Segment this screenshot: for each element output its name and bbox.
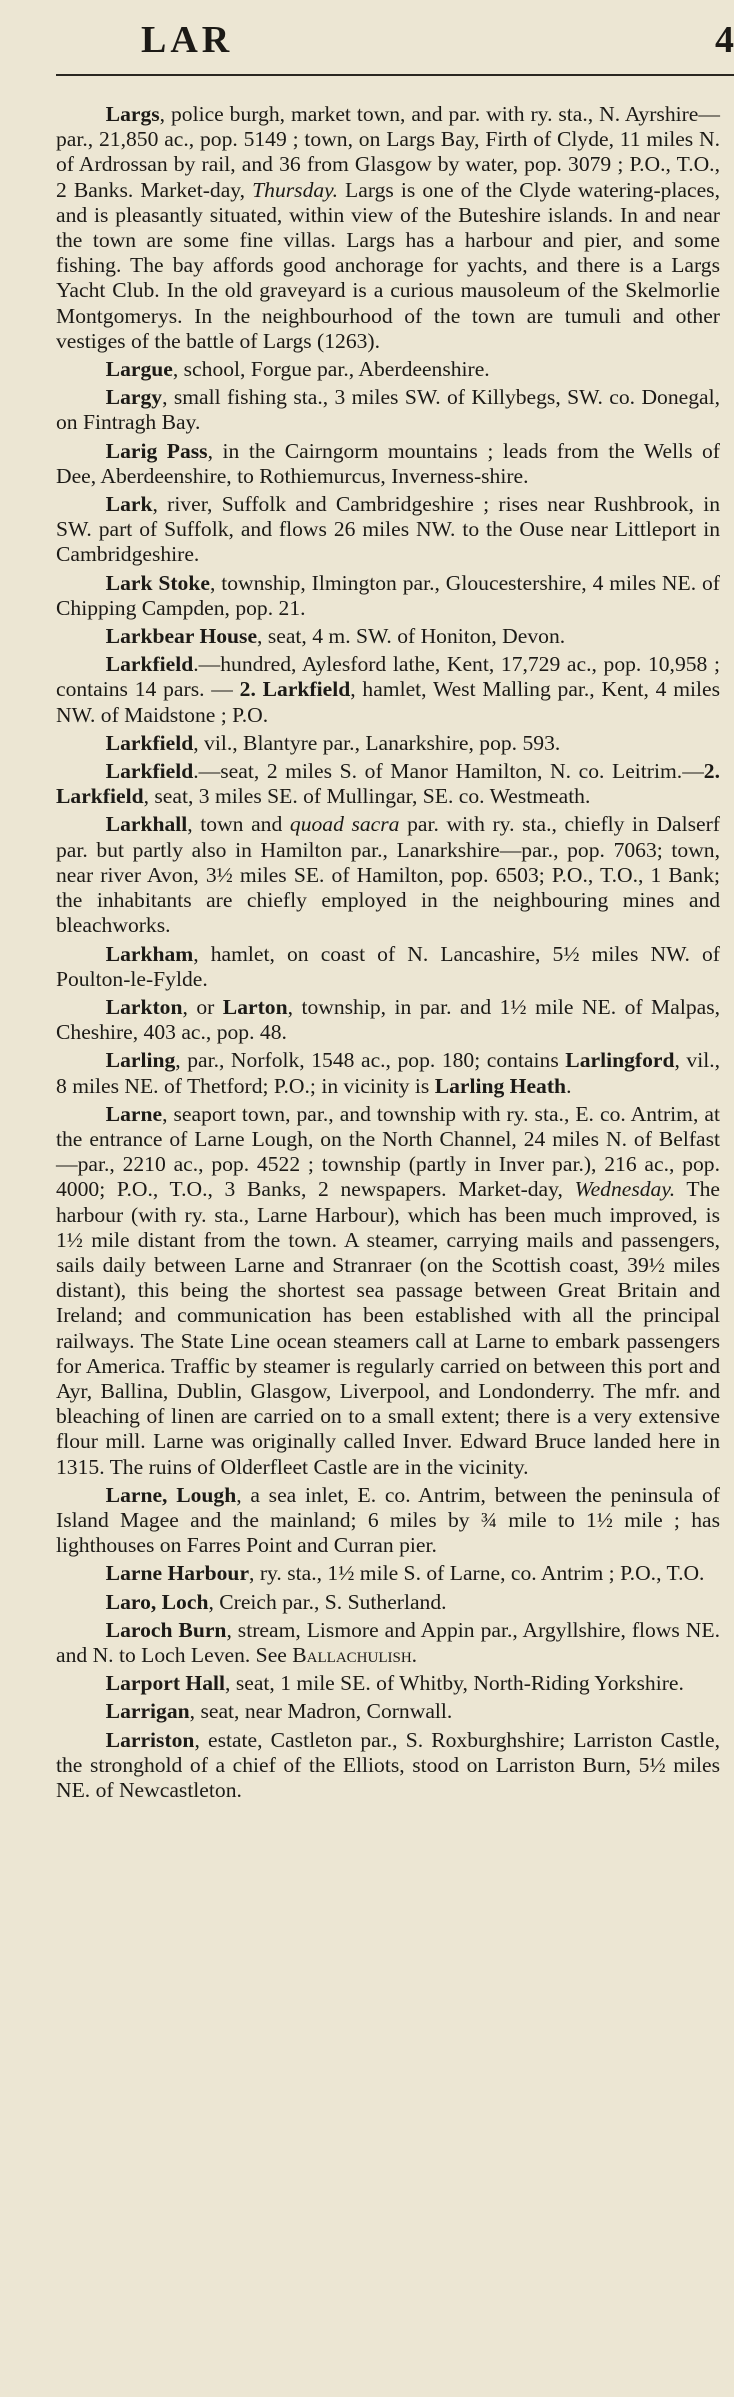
gazetteer-entry	[56, 1590, 720, 1615]
headword: Larling	[105, 1048, 176, 1073]
gazetteer-entry	[56, 1618, 720, 1668]
gazetteer-entry	[56, 812, 720, 938]
gazetteer-entry	[56, 942, 720, 992]
headword: Larkham	[105, 941, 194, 966]
gazetteer-entry	[56, 652, 720, 728]
headword: Larkfield	[105, 730, 194, 755]
headword: Larkbear House	[105, 624, 258, 649]
entry-text: , township, Ilmington par., Gloucestershire, 4 miles NE. of Chipping Campden, pop. 21.	[56, 570, 720, 620]
gazetteer-entry	[56, 357, 720, 382]
entry-text: , par., Norfolk, 1548 ac., pop. 180; contains	[175, 1048, 566, 1073]
entry-text: The harbour (with ry. sta., Larne Harbour), which has been much improved, is 1½ mile distant from the town. A steamer, carrying mails and passengers, sails daily between Larne and Stranraer (on the Scottish coast, 39½ miles distant), this being the shortest sea passage between Great Britain and Ireland; and communication has been established with all the principal railways. The State Line ocean steamers call at Larne to embark passengers for America. Traffic by steamer is regularly carried on between this port and Ayr, Ballina, Dublin, Glasgow, Liverpool, and Londonderry. The mfr. and bleaching of linen are carried on to a small extent; there is a very extensive flour mill. Larne was originally called Inver. Edward Bruce landed here in 1315. The ruins of Olderfleet Castle are in the vicinity.	[56, 1177, 720, 1479]
gazetteer-entries	[56, 76, 720, 1803]
headword: Larport Hall	[105, 1671, 226, 1696]
headword: Largs	[105, 102, 160, 126]
entry-text: , seat, near Madron, Cornwall.	[189, 1699, 453, 1724]
entry-text: , Creich par., S. Sutherland.	[208, 1589, 447, 1614]
small-caps-text: P.O., T.O.	[629, 152, 715, 177]
small-caps-text: P.O., T.O.	[116, 1177, 208, 1202]
gazetteer-entry	[56, 1728, 720, 1804]
small-caps-text: P.O., T.O.	[620, 1561, 705, 1586]
headword: Larkton	[105, 994, 183, 1019]
entry-text: , river, Suffolk and Cambridgeshire ; rises near Rushbrook, in SW. part of Suffolk, and flows 26 miles NW. to the Ouse near Littleport in Cambridgeshire.	[56, 492, 720, 567]
gazetteer-entry	[56, 1102, 720, 1480]
entry-text: par. with ry. sta., chiefly in Dalserf par. but partly also in Hamilton par., Lanarkshire—par., pop. 7063; town, near river Avon, 3½ miles SE. of Hamilton, pop. 6503;	[56, 812, 720, 887]
entry-text: , estate, Castleton par., S. Roxburghshire; Larriston Castle, the stronghold of a chief of the Elliots, stood on Larriston Burn, 5½ miles NE. of Newcastleton.	[56, 1727, 720, 1802]
headword: Larriston	[105, 1727, 195, 1752]
page-number: 4	[715, 19, 734, 61]
entry-text: .	[566, 1073, 572, 1098]
gazetteer-entry	[56, 571, 720, 621]
gazetteer-entry	[56, 492, 720, 568]
gazetteer-entry	[56, 731, 720, 756]
headword: Largy	[105, 385, 163, 410]
headword: Lark Stoke	[105, 570, 210, 595]
headword: Larne Harbour	[105, 1561, 250, 1586]
entry-text: Largs is one of the Clyde watering-places, and is pleasantly situated, within view of the Buteshire islands. In and near the town are some fine villas. Largs has a harbour and pier, and some fishing. The bay affords good anchorage for yachts, and there is a Largs Yacht Club. In the old graveyard is a curious mausoleum of the Skelmorlie Montgomerys. In the neighbourhood of the town are tumuli and other vestiges of the battle of Largs (1263).	[56, 177, 720, 353]
entry-text: , 3 Banks, 2 newspapers. Market-day,	[207, 1177, 575, 1202]
running-head	[56, 0, 734, 76]
italic-text: Wednesday.	[574, 1177, 676, 1202]
gazetteer-entry	[56, 1671, 720, 1696]
entry-text: , vil., 8 miles NE. of Thetford;	[56, 1048, 721, 1098]
gazetteer-entry	[56, 624, 720, 649]
entry-text: , police burgh, market town, and par. with ry. sta., N. Ayrshire—par., 21,850 ac., pop. 5149 ; town, on Largs Bay, Firth of Clyde, 11 miles N. of Ardrossan by rail, and 36 from Glasgow by water, pop. 3079 ;	[56, 102, 720, 177]
entry-text: ; in vicinity is	[309, 1073, 435, 1098]
headword: Larrigan	[105, 1699, 190, 1724]
entry-text: , seat, 4 m. SW. of Honiton, Devon.	[257, 624, 566, 649]
small-caps-text: P.O.	[273, 1073, 310, 1098]
headword: 2. Larkfield	[239, 677, 351, 702]
gazetteer-entry	[56, 1561, 720, 1586]
entry-text: , seat, 1 mile SE. of Whitby, North-Riding Yorkshire.	[225, 1671, 684, 1696]
headword: Larling Heath	[434, 1073, 567, 1098]
small-caps-text: Ballachulish.	[292, 1642, 418, 1667]
gazetteer-entry	[56, 1048, 720, 1098]
entry-text: , stream, Lismore and Appin par., Argyllshire, flows NE. and N. to Loch Leven. See	[56, 1617, 720, 1667]
page-head-word: LAR	[141, 19, 234, 61]
headword: Larton	[222, 994, 288, 1019]
headword: Larne, Lough	[105, 1482, 237, 1507]
entry-text: , school, Forgue par., Aberdeenshire.	[172, 357, 490, 382]
entry-text: .—seat, 2 miles S. of Manor Hamilton, N. co. Leitrim.—	[193, 759, 704, 784]
gazetteer-entry	[56, 995, 720, 1045]
headword: Larlingford	[565, 1048, 675, 1073]
entry-text: , a sea inlet, E. co. Antrim, between the peninsula of Island Magee and the mainland; 6 miles by ¾ mile to 1½ mile ; has lighthouses on Farres Point and Curran pier.	[56, 1482, 720, 1558]
small-caps-text: P.O., T.O.	[551, 862, 638, 887]
entry-text: , town and	[187, 812, 290, 837]
entry-text: , vil., Blantyre par., Lanarkshire, pop. 593.	[193, 730, 561, 755]
gazetteer-entry	[56, 439, 720, 489]
gazetteer-entry	[56, 102, 720, 354]
italic-text: quoad sacra	[289, 812, 400, 837]
entry-text: , township, in par. and 1½ mile NE. of Malpas, Cheshire, 403 ac., pop. 48.	[56, 994, 720, 1045]
headword: Laroch Burn	[105, 1617, 227, 1642]
small-caps-text: P.O.	[232, 702, 269, 727]
gazetteer-entry	[56, 385, 720, 435]
headword: Largue	[105, 357, 173, 382]
entry-text: , small fishing sta., 3 miles SW. of Killybegs, SW. co. Donegal, on Fintragh Bay.	[56, 385, 720, 435]
entry-text: .—hundred, Aylesford lathe, Kent, 17,729 ac., pop. 10,958 ; contains 14 pars. —	[56, 652, 720, 702]
entry-text: , hamlet, on coast of N. Lancashire, 5½ miles NW. of Poulton-le-Fylde.	[56, 941, 720, 991]
headword: Larne	[105, 1101, 163, 1126]
headword: 2. Larkfield	[56, 759, 720, 809]
headword: Laro, Loch	[105, 1589, 209, 1614]
headword: Lark	[105, 492, 153, 517]
italic-text: Thursday.	[252, 177, 338, 202]
entry-text: , 1 Bank; the inhabitants are chiefly employed in the neighbouring mines and bleachworks.	[56, 862, 720, 938]
headword: Larkfield	[105, 759, 194, 784]
headword: Larig Pass	[105, 438, 208, 463]
entry-text: , or	[182, 994, 223, 1019]
entry-text: , ry. sta., 1½ mile S. of Larne, co. Antrim ;	[249, 1561, 621, 1586]
headword: Larkfield	[105, 652, 194, 677]
gazetteer-entry	[56, 1699, 720, 1724]
headword: Larkhall	[105, 812, 188, 837]
entry-text: , in the Cairngorm mountains ; leads from the Wells of Dee, Aberdeenshire, to Rothiemurcus, Inverness-shire.	[56, 438, 721, 488]
entry-text: , 2 Banks. Market-day,	[56, 152, 720, 202]
gazetteer-entry	[56, 759, 720, 809]
entry-text: , seaport town, par., and township with ry. sta., E. co. Antrim, at the entrance of Larne Lough, on the North Channel, 24 miles N. of Belfast—par., 2210 ac., pop. 4522 ; township (partly in Inver par.), 216 ac., pop. 4000;	[56, 1101, 720, 1202]
entry-text: , hamlet, West Malling par., Kent, 4 miles NW. of Maidstone ;	[56, 677, 721, 727]
gazetteer-entry	[56, 1483, 720, 1559]
entry-text: , seat, 3 miles SE. of Mullingar, SE. co. Westmeath.	[143, 784, 591, 809]
